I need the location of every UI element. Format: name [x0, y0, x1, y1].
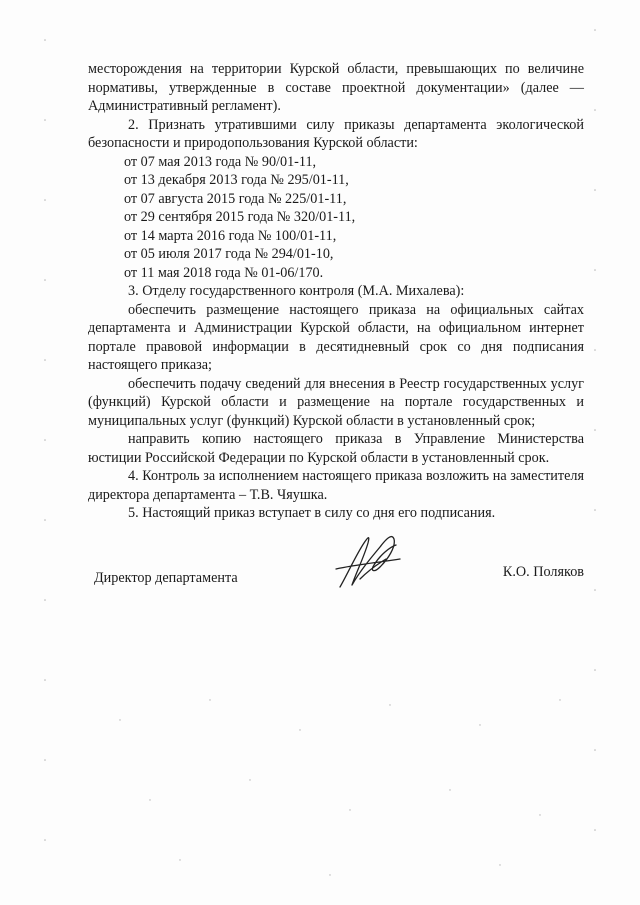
- paragraph-item-5: 5. Настоящий приказ вступает в силу со дня его подписания.: [128, 505, 496, 521]
- list-item-order-5: от 14 марта 2016 года № 100/01-11,: [124, 227, 337, 244]
- document-body: [88, 60, 584, 523]
- signatory-title: Директор департамента: [94, 570, 238, 586]
- paragraph-subitem-2: обеспечить подачу сведений для внесения в Реестр государственных услуг (функций) Курской области и размещение на портале государственных и муниципальных услуг (функций) Курской области в установленный срок;: [88, 375, 584, 429]
- list-item-order-6: от 05 июля 2017 года № 294/01-10,: [124, 246, 334, 262]
- list-item-order-7: от 11 мая 2018 года № 01-06/170.: [124, 264, 324, 281]
- list-item-order-4: от 29 сентября 2015 года № 320/01-11,: [124, 209, 356, 225]
- paragraph-item-2: 2. Признать утратившими силу приказы департамента экологической безопасности и природопользования Курской области:: [88, 116, 584, 151]
- paragraph-subitem-1: обеспечить размещение настоящего приказа на официальных сайтах департамента и Администрации Курской области, на официальном интернет портале правовой информации в десятидневный срок со дня подписания настоящего приказа;: [88, 301, 584, 373]
- signatory-name: К.О. Поляков: [502, 564, 584, 580]
- paragraph-subitem-3: направить копию настоящего приказа в Управление Министерства юстиции Российской Федерации по Курской области в установленный срок.: [88, 431, 584, 466]
- list-item-order-3: от 07 августа 2015 года № 225/01-11,: [124, 190, 347, 207]
- paragraph-item-4: 4. Контроль за исполнением настоящего приказа возложить на заместителя директора департамента – Т.В. Чяушка.: [88, 468, 584, 503]
- signature-row: [88, 566, 584, 586]
- paragraph-continuation: месторождения на территории Курской области, превышающих по величине нормативы, утвержденные в составе проектной документации» (далее — Административный регламент).: [88, 61, 584, 114]
- list-item-order-1: от 07 мая 2013 года № 90/01-11,: [124, 153, 317, 170]
- paragraph-item-3: 3. Отделу государственного контроля (М.А. Михалева):: [128, 283, 465, 299]
- list-item-order-2: от 13 декабря 2013 года № 295/01-11,: [124, 172, 349, 188]
